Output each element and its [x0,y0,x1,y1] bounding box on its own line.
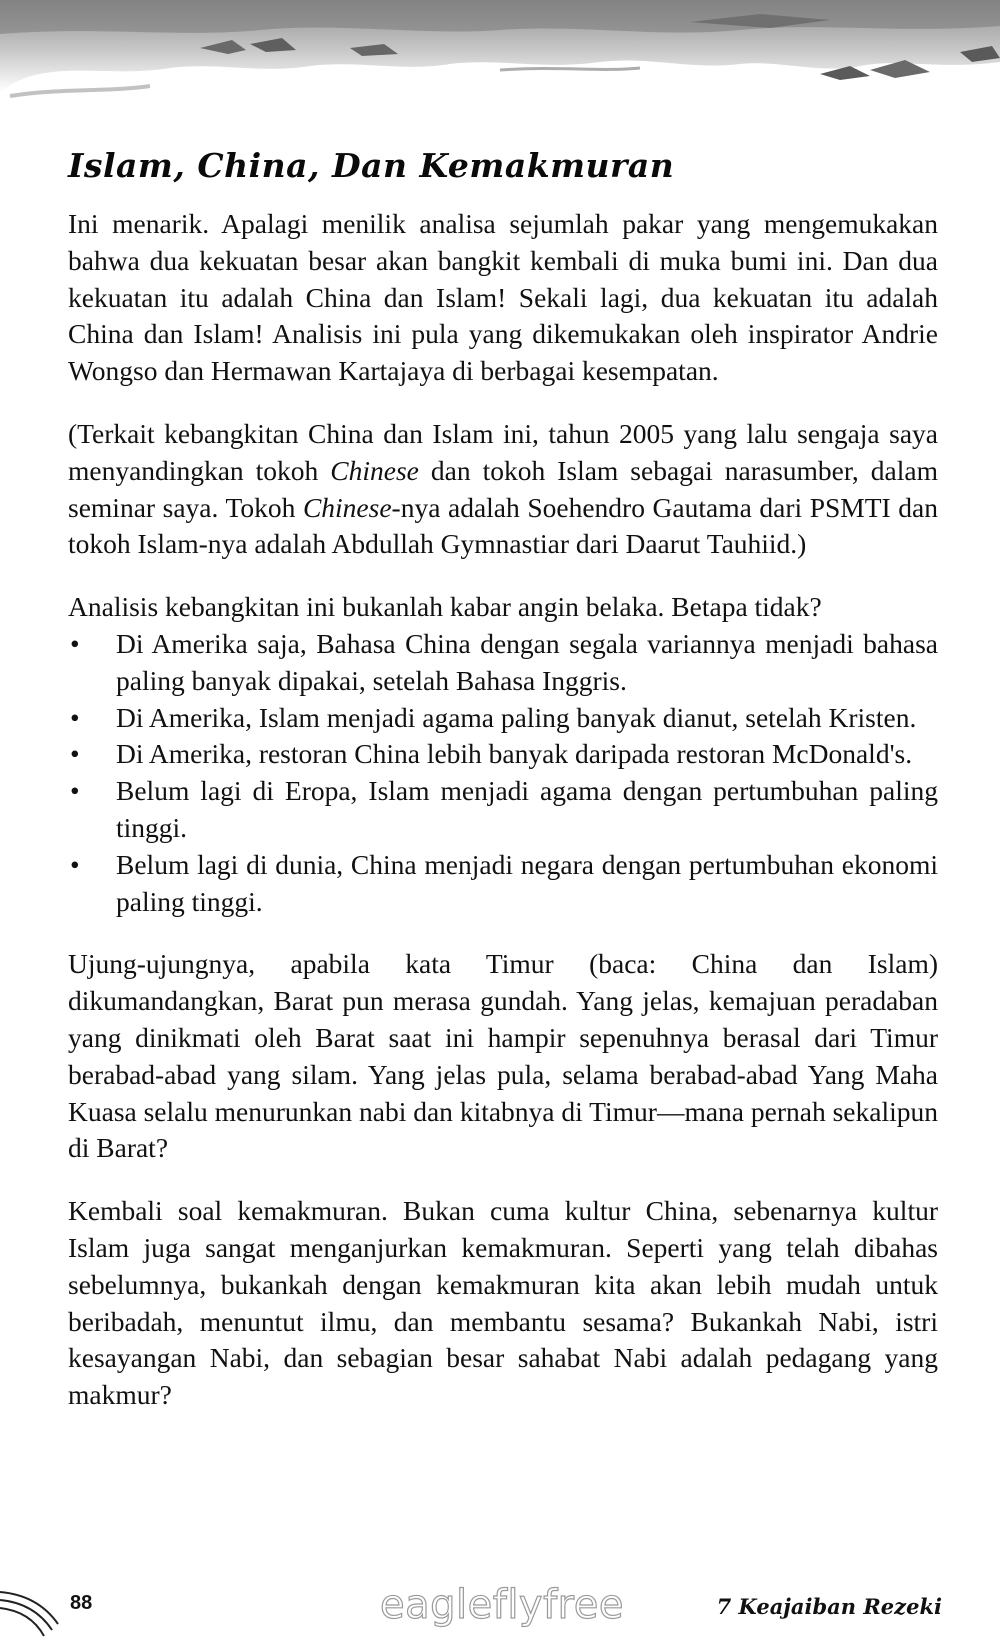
decorative-brush-header [0,0,1000,120]
list-item [68,847,938,921]
list-item-text: Belum lagi di dunia, China menjadi negara dengan pertumbuhan ekonomi paling tinggi. [116,848,938,917]
list-item-text: Belum lagi di Eropa, Islam menjadi agama dengan pertumbuhan paling tinggi. [116,775,938,843]
paragraph-intro: Ini menarik. Apalagi menilik analisa sejumlah pakar yang mengemukakan bahwa dua kekuatan besar akan bangkit kembali di muka bumi ini. Dan dua kekuatan itu adalah China dan Islam! Sekali lagi, dua kekuatan itu adalah China dan Islam! Analisis ini pula yang dikemukakan oleh inspirator Andrie Wongso dan Hermawan Kartajaya di berbagai kesempatan. [68,208,938,387]
list-item-text: Di Amerika saja, Bahasa China dengan segala variannya menjadi bahasa paling banyak dipakai, setelah Bahasa Inggris. [116,627,938,696]
brush-stroke-illustration [0,0,1000,120]
aside-italic-term-1: Chinese [330,454,419,486]
bullet-icon: • [70,848,80,880]
aside-italic-term-2: Chinese [302,491,392,523]
paragraph-prosperity: Kembali soal kemakmuran. Bukan cuma kultur China, sebenarnya kultur Islam juga sangat menganjurkan kemakmuran. Seperti yang telah dibahas sebelumnya, bukankah dengan kemakmuran kita akan lebih mudah untuk beribadah, menuntut ilmu, dan membantu sesama? Bukankah Nabi, istri kesayangan Nabi, dan sebagian besar sahabat Nabi adalah pedagang yang makmur? [68,1195,938,1411]
bullet-icon: • [70,775,80,807]
corner-arc-decoration [0,1584,70,1644]
bullet-icon: • [70,627,80,659]
page-number: 88 [70,1592,93,1614]
aside-text-part-1: (Terkait kebangkitan China dan Islam ini, tahun 2005 yang lalu sengaja saya menyandingkan tokoh [68,417,938,486]
aside-text-part-2: dan tokoh Islam sebagai narasumber, dalam seminar saya. Tokoh [68,454,938,523]
list-item-text: Di Amerika, restoran China lebih banyak daripada restoran McDonald's. [116,738,913,770]
paragraph-aside [68,416,938,563]
paragraph-lead-in: Analisis kebangkitan ini bukanlah kabar angin belaka. Betapa tidak? [68,591,822,623]
bullet-icon: • [70,738,80,770]
bullet-icon: • [70,701,80,733]
list-item [68,773,938,847]
body-text [68,206,938,1440]
list-item [68,700,938,737]
list-item [68,736,938,773]
running-book-title: 7 Keajaiban Rezeki [716,1594,942,1619]
paragraph-east-west: Ujung-ujungnya, apabila kata Timur (baca: China dan Islam) dikumandangkan, Barat pun merasa gundah. Yang jelas, kemajuan peradaban yang dinikmati oleh Barat saat ini hampir sepenuhnya berasal dari Timur berabad-abad yang silam. Yang jelas pula, selama berabad-abad Yang Maha Kuasa selalu menurunkan nabi dan kitabnya di Timur—mana pernah sekalipun di Barat? [68,948,938,1164]
list-item [68,626,938,700]
watermark: eagleflyfree [380,1582,624,1628]
chapter-heading: Islam, China, Dan Kemakmuran [68,146,675,185]
list-item-text: Di Amerika, Islam menjadi agama paling banyak dianut, setelah Kristen. [116,701,917,733]
aside-text-part-3: -nya adalah Soehendro Gautama dari PSMTI dan tokoh Islam-nya adalah Abdullah Gymnastiar dari Daarut Tauhiid.) [68,491,939,560]
page-footer [0,1578,1000,1651]
bullet-list [68,626,938,920]
